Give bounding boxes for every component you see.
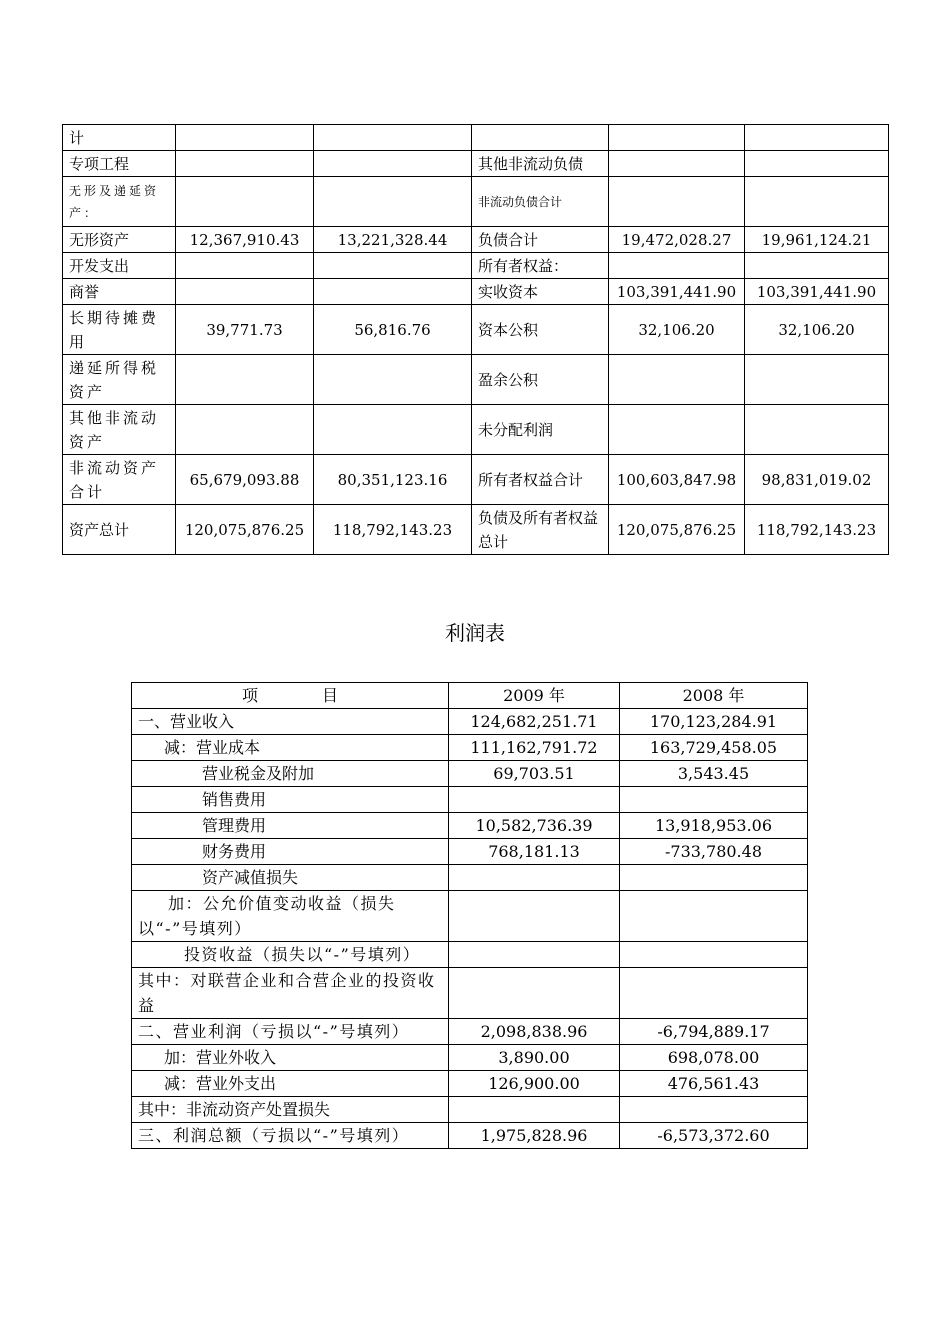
value-2009: 10,582,736.39 — [449, 813, 620, 839]
row-label: 管理费用 — [132, 813, 449, 839]
asset-label: 其他非流动资产 — [63, 405, 176, 455]
liability-label: 负债合计 — [472, 227, 609, 253]
row-label: 二、营业利润（亏损以“-”号填列） — [132, 1019, 449, 1045]
liability-label: 非流动负债合计 — [472, 177, 609, 227]
liability-value-2008 — [745, 405, 889, 455]
row-label: 营业税金及附加 — [132, 761, 449, 787]
asset-value-2009 — [176, 279, 314, 305]
table-row — [132, 1123, 808, 1149]
header-item: 项 目 — [132, 683, 449, 709]
liability-value-2008 — [745, 253, 889, 279]
liability-value-2009: 32,106.20 — [609, 305, 745, 355]
value-2009: 69,703.51 — [449, 761, 620, 787]
liability-value-2009: 19,472,028.27 — [609, 227, 745, 253]
asset-label: 无形资产 — [63, 227, 176, 253]
asset-value-2009: 39,771.73 — [176, 305, 314, 355]
liability-value-2009 — [609, 177, 745, 227]
value-2009 — [449, 787, 620, 813]
value-2009: 111,162,791.72 — [449, 735, 620, 761]
liability-value-2008 — [745, 355, 889, 405]
balance-sheet-table — [62, 124, 889, 555]
value-2009 — [449, 968, 620, 1019]
table-row — [132, 891, 808, 942]
liability-value-2008 — [745, 151, 889, 177]
header-2008: 2008 年 — [620, 683, 808, 709]
asset-value-2008: 118,792,143.23 — [314, 505, 472, 555]
table-row — [132, 787, 808, 813]
table-row — [63, 253, 889, 279]
liability-value-2008 — [745, 125, 889, 151]
asset-label: 商誉 — [63, 279, 176, 305]
table-row — [132, 865, 808, 891]
value-2008 — [620, 865, 808, 891]
table-row — [132, 839, 808, 865]
income-statement-table — [131, 682, 808, 1149]
liability-value-2008 — [745, 177, 889, 227]
liability-value-2009 — [609, 125, 745, 151]
value-2009 — [449, 865, 620, 891]
value-2008: 698,078.00 — [620, 1045, 808, 1071]
table-row — [63, 305, 889, 355]
value-2008 — [620, 1097, 808, 1123]
liability-label: 所有者权益： — [472, 253, 609, 279]
liability-label — [472, 125, 609, 151]
liability-value-2008: 103,391,441.90 — [745, 279, 889, 305]
asset-label: 递延所得税资产 — [63, 355, 176, 405]
liability-value-2009 — [609, 253, 745, 279]
row-label: 投资收益（损失以“-”号填列） — [132, 942, 449, 968]
asset-label: 长期待摊费用 — [63, 305, 176, 355]
table-row — [63, 151, 889, 177]
table-row — [63, 355, 889, 405]
asset-label: 开发支出 — [63, 253, 176, 279]
value-2009: 3,890.00 — [449, 1045, 620, 1071]
row-label: 其中：非流动资产处置损失 — [132, 1097, 449, 1123]
asset-label: 无形及递延资产： — [63, 177, 176, 227]
asset-value-2008: 13,221,328.44 — [314, 227, 472, 253]
liability-value-2009: 120,075,876.25 — [609, 505, 745, 555]
row-label: 销售费用 — [132, 787, 449, 813]
table-row — [132, 968, 808, 1019]
liability-value-2008: 32,106.20 — [745, 305, 889, 355]
value-2008: 163,729,458.05 — [620, 735, 808, 761]
asset-value-2008 — [314, 125, 472, 151]
liability-value-2009 — [609, 151, 745, 177]
asset-value-2008 — [314, 355, 472, 405]
liability-value-2009: 103,391,441.90 — [609, 279, 745, 305]
asset-label: 专项工程 — [63, 151, 176, 177]
value-2009: 1,975,828.96 — [449, 1123, 620, 1149]
asset-value-2009: 65,679,093.88 — [176, 455, 314, 505]
asset-value-2009 — [176, 177, 314, 227]
value-2008 — [620, 787, 808, 813]
value-2008: 170,123,284.91 — [620, 709, 808, 735]
asset-value-2009 — [176, 355, 314, 405]
asset-label: 计 — [63, 125, 176, 151]
value-2008: 476,561.43 — [620, 1071, 808, 1097]
value-2008 — [620, 891, 808, 942]
asset-value-2008 — [314, 177, 472, 227]
asset-value-2008 — [314, 151, 472, 177]
value-2009 — [449, 942, 620, 968]
value-2008: 3,543.45 — [620, 761, 808, 787]
value-2008: -733,780.48 — [620, 839, 808, 865]
liability-value-2008: 19,961,124.21 — [745, 227, 889, 253]
table-row — [63, 405, 889, 455]
liability-label: 盈余公积 — [472, 355, 609, 405]
liability-label: 未分配利润 — [472, 405, 609, 455]
row-label: 减：营业外支出 — [132, 1071, 449, 1097]
value-2008 — [620, 968, 808, 1019]
table-row — [132, 709, 808, 735]
value-2009: 768,181.13 — [449, 839, 620, 865]
liability-value-2008: 118,792,143.23 — [745, 505, 889, 555]
value-2009: 124,682,251.71 — [449, 709, 620, 735]
liability-label: 实收资本 — [472, 279, 609, 305]
table-row — [132, 761, 808, 787]
row-label: 一、营业收入 — [132, 709, 449, 735]
liability-value-2009 — [609, 355, 745, 405]
asset-value-2008 — [314, 279, 472, 305]
table-row — [63, 227, 889, 253]
table-row — [63, 125, 889, 151]
liability-value-2009 — [609, 405, 745, 455]
asset-value-2008: 56,816.76 — [314, 305, 472, 355]
asset-value-2009 — [176, 125, 314, 151]
asset-label: 非流动资产合计 — [63, 455, 176, 505]
asset-value-2009: 12,367,910.43 — [176, 227, 314, 253]
table-row — [63, 279, 889, 305]
liability-value-2009: 100,603,847.98 — [609, 455, 745, 505]
table-header-row — [132, 683, 808, 709]
row-label: 加：公允价值变动收益（损失以“-”号填列） — [132, 891, 449, 942]
value-2009 — [449, 1097, 620, 1123]
row-label: 资产减值损失 — [132, 865, 449, 891]
asset-value-2009 — [176, 405, 314, 455]
row-label: 三、利润总额（亏损以“-”号填列） — [132, 1123, 449, 1149]
liability-value-2008: 98,831,019.02 — [745, 455, 889, 505]
liability-label: 所有者权益合计 — [472, 455, 609, 505]
row-label: 其中：对联营企业和合营企业的投资收益 — [132, 968, 449, 1019]
table-row — [132, 1071, 808, 1097]
value-2009: 126,900.00 — [449, 1071, 620, 1097]
liability-label: 其他非流动负债 — [472, 151, 609, 177]
table-row — [132, 1019, 808, 1045]
row-label: 财务费用 — [132, 839, 449, 865]
asset-label: 资产总计 — [63, 505, 176, 555]
row-label: 减：营业成本 — [132, 735, 449, 761]
value-2009: 2,098,838.96 — [449, 1019, 620, 1045]
value-2008: -6,794,889.17 — [620, 1019, 808, 1045]
table-row — [63, 505, 889, 555]
asset-value-2008 — [314, 405, 472, 455]
value-2009 — [449, 891, 620, 942]
header-2009: 2009 年 — [449, 683, 620, 709]
liability-label: 资本公积 — [472, 305, 609, 355]
asset-value-2009: 120,075,876.25 — [176, 505, 314, 555]
table-row — [63, 455, 889, 505]
asset-value-2008: 80,351,123.16 — [314, 455, 472, 505]
table-row — [132, 942, 808, 968]
table-row — [132, 1097, 808, 1123]
table-row — [132, 813, 808, 839]
row-label: 加：营业外收入 — [132, 1045, 449, 1071]
asset-value-2008 — [314, 253, 472, 279]
table-row — [63, 177, 889, 227]
table-row — [132, 1045, 808, 1071]
income-statement-title: 利润表 — [445, 621, 505, 645]
value-2008 — [620, 942, 808, 968]
asset-value-2009 — [176, 253, 314, 279]
value-2008: -6,573,372.60 — [620, 1123, 808, 1149]
liability-label: 负债及所有者权益总计 — [472, 505, 609, 555]
value-2008: 13,918,953.06 — [620, 813, 808, 839]
asset-value-2009 — [176, 151, 314, 177]
table-row — [132, 735, 808, 761]
